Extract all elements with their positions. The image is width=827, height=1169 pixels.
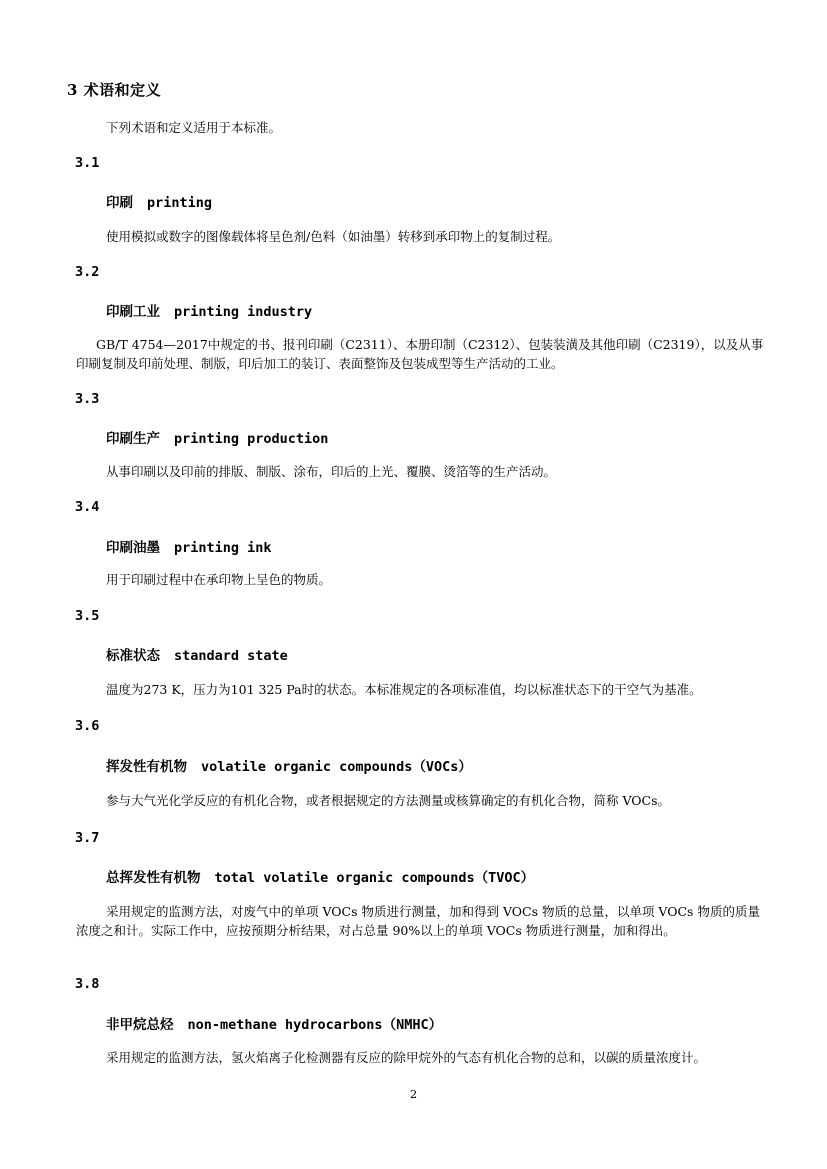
term-heading xyxy=(106,191,212,211)
term-heading xyxy=(106,1013,442,1033)
term-zh: 非甲烷总烃 xyxy=(106,1017,174,1033)
term-number: 3.2 xyxy=(75,264,100,280)
term-heading xyxy=(106,644,288,664)
section-heading: 3 术语和定义 xyxy=(67,81,162,99)
term-zh: 印刷 xyxy=(106,195,133,211)
term-definition: 温度为273 K，压力为101 325 Pa时的状态。本标准规定的各项标准值，均以标准状态下的干空气为基准。 xyxy=(106,682,702,697)
term-definition: 采用规定的监测方法，对废气中的单项 VOCs 物质进行测量，加和得到 VOCs 物质的总量，以单项 VOCs 物质的质量浓度之和计。实际工作中，应按预期分析结果，对占总量 90%以上的单项 VOCs 物质进行测量，加和得出。 xyxy=(76,904,760,938)
term-en: non-methane hydrocarbons（NMHC） xyxy=(187,1017,443,1033)
term-definition: 从事印刷以及印前的排版、制版、涂布，印后的上光、覆膜、烫箔等的生产活动。 xyxy=(106,464,557,479)
term-number: 3.6 xyxy=(75,718,100,734)
term-zh: 总挥发性有机物 xyxy=(106,870,201,886)
term-en: printing production xyxy=(174,431,329,447)
term-number: 3.8 xyxy=(75,976,100,992)
term-en: total volatile organic compounds（TVOC） xyxy=(214,870,535,886)
term-zh: 印刷生产 xyxy=(106,431,160,447)
term-number: 3.7 xyxy=(75,830,100,846)
term-number: 3.3 xyxy=(75,391,100,407)
term-heading xyxy=(106,755,472,775)
term-heading xyxy=(106,427,328,447)
term-en: printing ink xyxy=(174,540,272,556)
term-heading xyxy=(106,536,272,556)
term-definition: 用于印刷过程中在承印物上呈色的物质。 xyxy=(106,572,332,587)
term-en: standard state xyxy=(174,648,288,664)
intro-text: 下列术语和定义适用于本标准。 xyxy=(106,120,282,135)
term-zh: 标准状态 xyxy=(106,648,160,664)
term-en: printing xyxy=(147,195,213,211)
term-en: printing industry xyxy=(174,304,313,320)
term-en: volatile organic compounds（VOCs） xyxy=(201,759,472,775)
term-zh: 印刷工业 xyxy=(106,304,160,320)
term-definition: GB/T 4754—2017中规定的书、报刊印刷（C2311）、本册印制（C2312）、包装装潢及其他印刷（C2319），以及从事印刷复制及印前处理、制版，印后加工的装订、表面整饰及包装成型等生产活动的工业。 xyxy=(76,337,764,371)
term-number: 3.1 xyxy=(75,155,100,171)
term-heading xyxy=(106,300,312,320)
term-definition: 参与大气光化学反应的有机化合物，或者根据规定的方法测量或核算确定的有机化合物，简称 VOCs。 xyxy=(106,793,671,808)
page-number: 2 xyxy=(409,1087,418,1101)
term-number: 3.4 xyxy=(75,499,100,515)
term-number: 3.5 xyxy=(75,608,100,624)
term-definition: 采用规定的监测方法，氢火焰离子化检测器有反应的除甲烷外的气态有机化合物的总和，以碳的质量浓度计。 xyxy=(106,1050,707,1065)
term-definition: 使用模拟或数字的图像载体将呈色剂/色料（如油墨）转移到承印物上的复制过程。 xyxy=(106,229,561,244)
term-zh: 印刷油墨 xyxy=(106,540,160,556)
term-zh: 挥发性有机物 xyxy=(106,759,187,775)
term-heading xyxy=(106,866,534,886)
